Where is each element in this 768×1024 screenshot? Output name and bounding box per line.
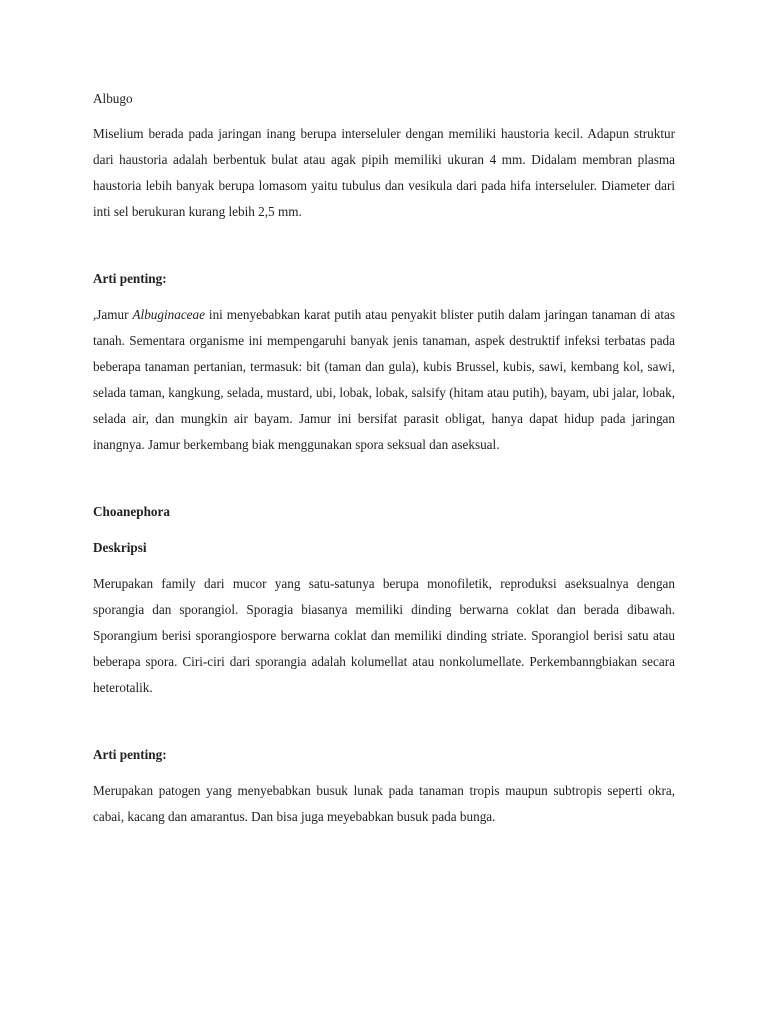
choanephora-description-heading: Deskripsi bbox=[93, 540, 147, 555]
spacer bbox=[93, 225, 675, 266]
spacer bbox=[93, 701, 675, 742]
choanephora-importance-heading: Arti penting: bbox=[93, 747, 167, 762]
choanephora-description: Merupakan family dari mucor yang satu-satunya berupa monofiletik, reproduksi aseksualnya dengan sporangia dan sporangiol. Sporagia biasanya memiliki dinding berwarna coklat dan berada dibawah. Sporangium berisi sporangiospore berwarna coklat dan memiliki dinding striate. Sporangiol berisi satu atau beberapa spora. Ciri-ciri dari sporangia adalah kolumellat atau nonkolumellate. Perkembanngbiakan secara heterotalik. bbox=[93, 576, 675, 695]
spacer bbox=[93, 525, 675, 535]
albugo-importance-body bbox=[93, 302, 675, 458]
spacer bbox=[93, 458, 675, 499]
albugo-importance-heading: Arti penting: bbox=[93, 271, 167, 286]
section-title-choanephora: Choanephora bbox=[93, 504, 170, 519]
spacer bbox=[93, 768, 675, 778]
importance-rest: ini menyebabkan karat putih atau penyakit blister putih dalam jaringan tanaman di atas tanah. Sementara organisme ini mempengaruhi banyak jenis tanaman, aspek destruktif infeksi terbatas pada beberapa tanaman pertanian, termasuk: bit (taman dan gula), kubis Brussel, kubis, sawi, kembang kol, sawi, selada taman, kangkung, selada, mustard, ubi, lobak, lobak, salsify (hitam atau putih), bayam, ubi jalar, lobak, selada air, dan mungkin air bayam. Jamur ini bersifat parasit obligat, hanya dapat hidup pada jaringan inangnya. Jamur berkembang biak menggunakan spora seksual dan aseksual. bbox=[93, 307, 675, 452]
importance-prefix: ,Jamur bbox=[93, 307, 133, 322]
spacer bbox=[93, 292, 675, 302]
albugo-description: Miselium berada pada jaringan inang berupa interseluler dengan memiliki haustoria kecil. Adapun struktur dari haustoria adalah berbentuk bulat atau agak pipih memiliki ukuran 4 mm. Didalam membran plasma haustoria lebih banyak berupa lomasom yaitu tubulus dan vesikula dari pada hifa interseluler. Diameter dari inti sel berukuran kurang lebih 2,5 mm. bbox=[93, 126, 675, 219]
section-title-albugo: Albugo bbox=[93, 91, 133, 106]
spacer bbox=[93, 561, 675, 571]
italic-taxon-name: Albuginaceae bbox=[132, 307, 205, 322]
choanephora-importance-body: Merupakan patogen yang menyebabkan busuk lunak pada tanaman tropis maupun subtropis seperti okra, cabai, kacang dan amarantus. Dan bisa juga meyebabkan busuk pada bunga. bbox=[93, 783, 675, 824]
